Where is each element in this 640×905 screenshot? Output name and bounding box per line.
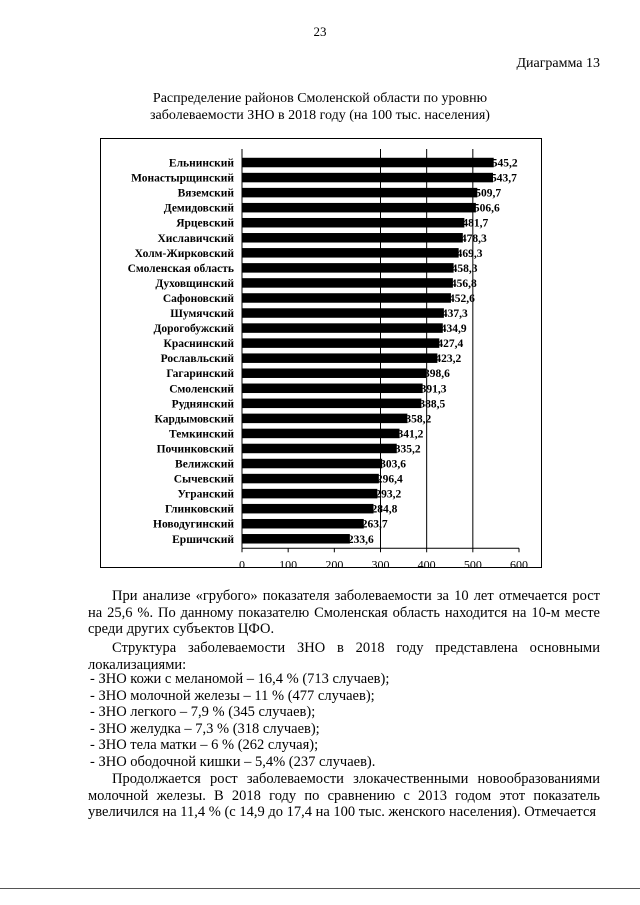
x-tick-label: 100: [279, 557, 298, 568]
paragraph-structure: Структура заболеваемости ЗНО в 2018 году представлена основными локализациями:: [88, 640, 600, 673]
bar: [242, 308, 444, 318]
value-label: 284,8: [371, 503, 398, 516]
list-item: - ЗНО кожи с меланомой – 16,4 % (713 случаев);: [90, 671, 390, 687]
bar: [242, 293, 451, 303]
value-label: 296,4: [376, 473, 403, 486]
bar: [242, 534, 350, 544]
x-tick-label: 0: [239, 557, 245, 568]
value-label: 398,6: [424, 368, 450, 381]
category-label: Духовщинский: [155, 277, 234, 290]
bar: [242, 414, 407, 424]
value-label: 423,2: [435, 353, 462, 366]
category-label: Шумячский: [170, 308, 234, 321]
category-label: Ярцевский: [176, 217, 234, 230]
category-label: Темкинский: [168, 428, 234, 441]
category-label: Ельнинский: [168, 157, 234, 170]
category-label: Велижский: [175, 458, 234, 471]
category-label: Рославльский: [160, 353, 234, 366]
category-label: Краснинский: [163, 338, 234, 351]
value-label: 358,2: [405, 413, 432, 426]
bar: [242, 399, 421, 409]
value-label: 469,3: [456, 247, 483, 260]
category-label: Смоленская область: [127, 262, 234, 275]
category-label: Починковский: [156, 443, 234, 456]
bar-chart: [100, 138, 542, 568]
category-label: Вяземский: [177, 187, 234, 200]
localization-list: [90, 671, 389, 770]
value-label: 303,6: [380, 458, 407, 471]
value-label: 456,8: [450, 277, 477, 290]
category-label: Монастырщинский: [131, 172, 234, 185]
category-label: Угранский: [177, 488, 234, 501]
category-label: Кардымовский: [154, 413, 234, 426]
value-label: 427,4: [437, 338, 464, 351]
bar: [242, 384, 423, 394]
diagram-label: Диаграмма 13: [516, 56, 600, 71]
category-label: Хиславичский: [157, 232, 234, 245]
bar: [242, 188, 477, 198]
value-label: 388,5: [419, 398, 446, 411]
bar: [242, 444, 397, 454]
page-number: 23: [313, 24, 327, 39]
page-bottom-rule: [0, 888, 640, 889]
list-item: - ЗНО тела матки – 6 % (262 случая);: [90, 737, 319, 753]
bar: [242, 474, 379, 484]
bar: [242, 263, 454, 273]
bar: [242, 353, 437, 363]
value-label: 509,7: [475, 187, 502, 200]
bar: [242, 459, 382, 469]
bar: [242, 233, 463, 243]
list-item: - ЗНО желудка – 7,3 % (318 случаев);: [90, 720, 320, 737]
value-label: 434,9: [440, 323, 467, 336]
bar: [242, 489, 377, 499]
bar: [242, 338, 439, 348]
value-label: 335,2: [394, 443, 421, 456]
category-label: Глинковский: [165, 503, 234, 516]
paragraph-growth: При анализе «грубого» показателя заболеваемости за 10 лет отмечается рост на 25,6 %. По данному показателю Смоленская область находится на 10-м месте среди других субъектов ЦФО.: [88, 588, 600, 637]
bar: [242, 323, 443, 333]
bar: [242, 203, 476, 213]
category-label: Новодугинский: [153, 518, 234, 531]
value-label: 545,2: [491, 157, 518, 170]
category-label: Гагаринский: [166, 368, 234, 381]
bar: [242, 158, 494, 168]
x-tick-label: 200: [325, 557, 344, 568]
chart-title-line-2: заболеваемости ЗНО в 2018 году (на 100 тыс. населения): [150, 108, 490, 123]
x-tick-label: 300: [371, 557, 390, 568]
value-label: 458,3: [451, 262, 478, 275]
value-label: 543,7: [491, 172, 517, 185]
value-label: 233,6: [347, 533, 374, 546]
value-label: 293,2: [375, 488, 402, 501]
list-item: - ЗНО молочной железы – 11 % (477 случаев);: [90, 687, 375, 704]
list-item: - ЗНО ободочной кишки – 5,4% (237 случаев).: [90, 753, 376, 770]
value-label: 478,3: [460, 232, 487, 245]
category-label: Демидовский: [163, 202, 234, 215]
list-item: - ЗНО легкого – 7,9 % (345 случаев);: [90, 704, 316, 720]
value-label: 437,3: [441, 308, 468, 321]
category-label: Сычевский: [173, 473, 234, 486]
x-tick-label: 600: [510, 557, 528, 568]
x-tick-label: 500: [463, 557, 482, 568]
value-label: 506,6: [473, 202, 500, 215]
value-label: 481,7: [462, 217, 489, 230]
value-label: 452,6: [448, 292, 475, 305]
bar: [242, 519, 364, 529]
bar: [242, 278, 453, 288]
value-label: 341,2: [397, 428, 424, 441]
category-label: Сафоновский: [162, 292, 234, 305]
bar: [242, 504, 373, 514]
category-label: Ершичский: [172, 533, 234, 546]
value-label: 391,3: [420, 383, 447, 396]
chart-title: [120, 90, 520, 124]
bar: [242, 368, 426, 378]
bar: [242, 173, 493, 183]
category-label: Руднянский: [171, 398, 234, 411]
bar: [242, 248, 459, 258]
category-label: Смоленский: [169, 383, 234, 396]
category-label: Холм-Жирковский: [134, 247, 234, 260]
bar: [242, 218, 464, 228]
category-label: Дорогобужский: [153, 323, 234, 336]
x-tick-label: 400: [417, 557, 436, 568]
value-label: 263,7: [361, 518, 388, 531]
bar: [242, 429, 400, 439]
paragraph-breast: Продолжается рост заболеваемости злокачественными новообразованиями молочной железы. В 2018 году по сравнению с 2013 годом этот показатель увеличился на 11,4 % (с 14,9 до 17,4 на 100 тыс. женского населения). Отмечается: [88, 771, 600, 820]
chart-title-line-1: Распределение районов Смоленской области по уровню: [152, 91, 488, 106]
